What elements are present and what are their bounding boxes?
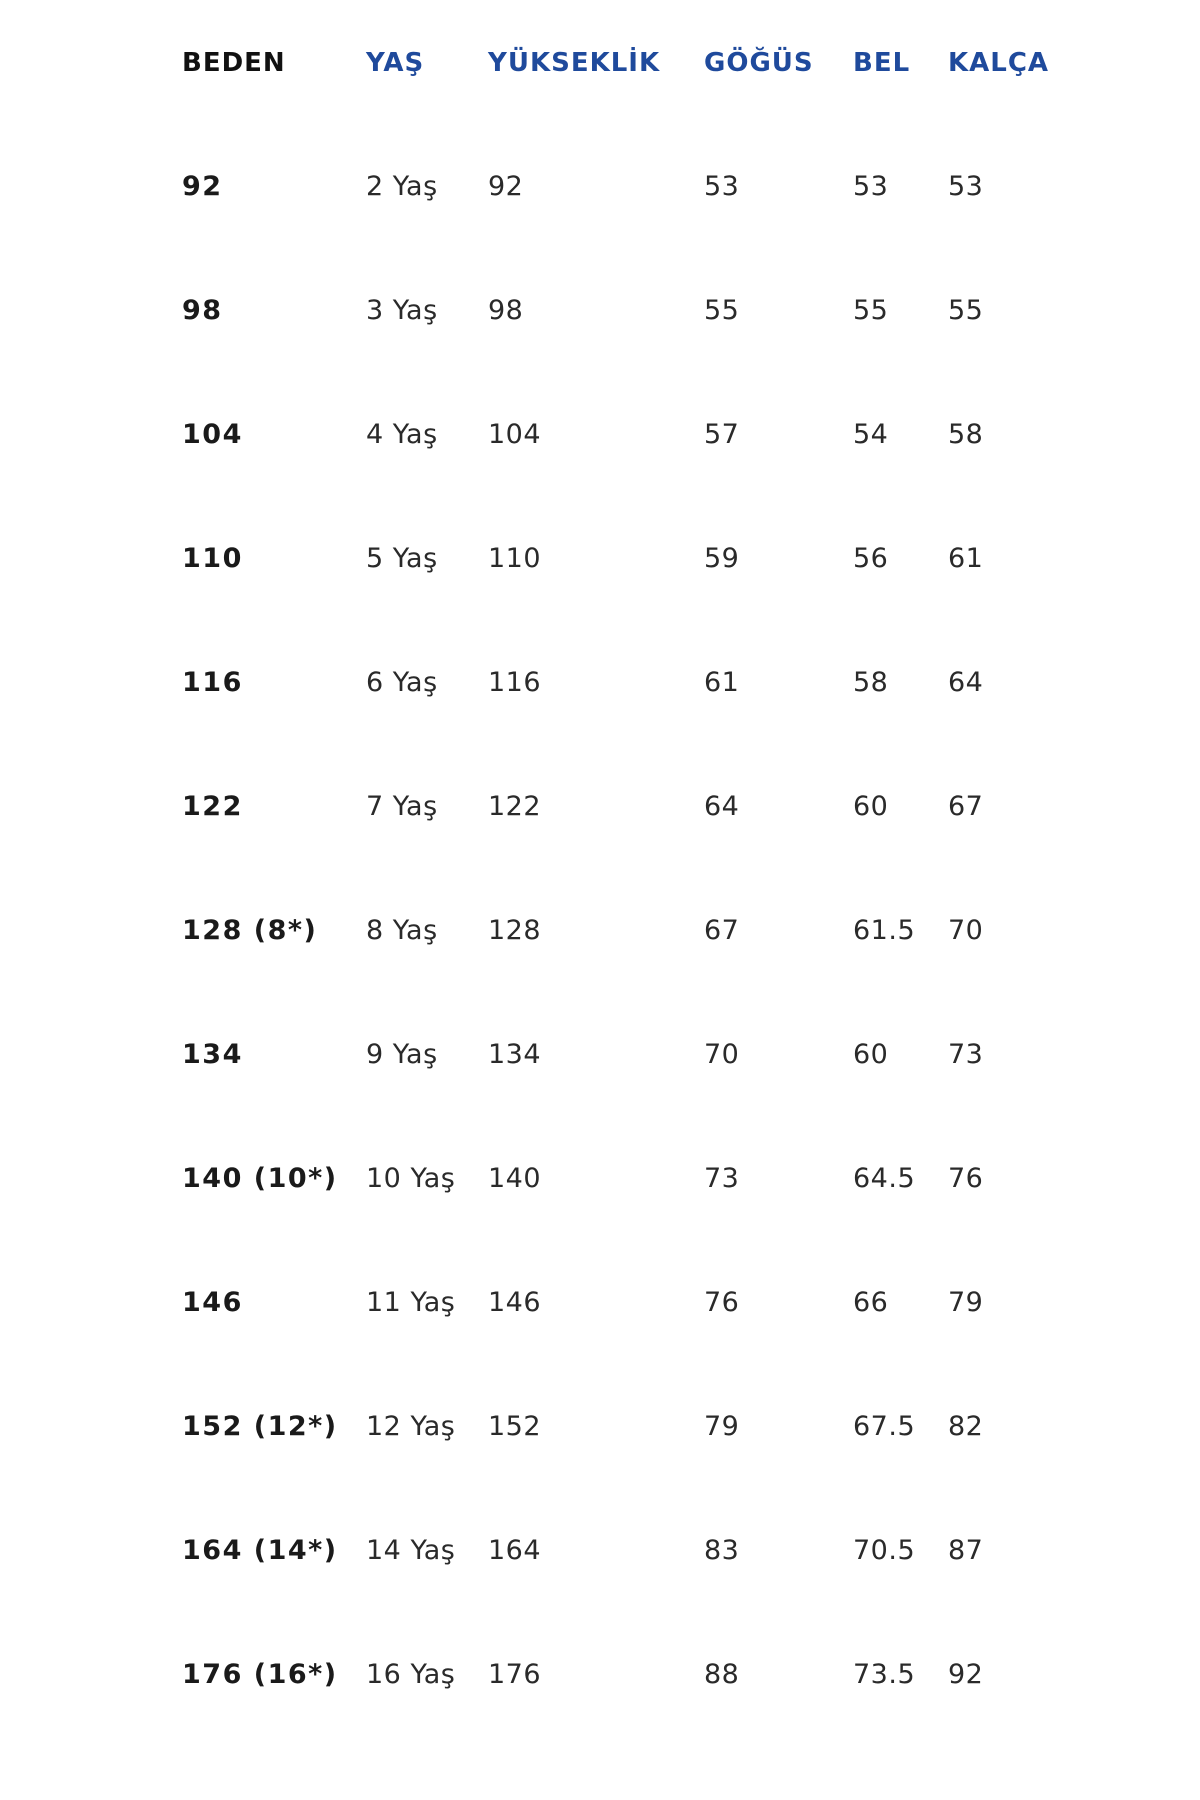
cell-waist: 70.5: [853, 1535, 916, 1566]
cell-chest: 83: [704, 1535, 740, 1566]
cell-waist: 54: [853, 419, 889, 450]
cell-age: 5 Yaş: [366, 543, 438, 574]
cell-height: 122: [488, 791, 542, 822]
cell-height: 176: [488, 1659, 542, 1690]
cell-height: 146: [488, 1287, 542, 1318]
cell-hip: 61: [948, 543, 984, 574]
cell-waist: 60: [853, 791, 889, 822]
cell-waist: 55: [853, 295, 889, 326]
cell-chest: 61: [704, 667, 740, 698]
cell-chest: 64: [704, 791, 740, 822]
table-row: [0, 286, 1200, 336]
cell-size: 146: [182, 1287, 243, 1318]
cell-age: 6 Yaş: [366, 667, 438, 698]
cell-hip: 76: [948, 1163, 984, 1194]
table-row: [0, 1650, 1200, 1700]
cell-hip: 87: [948, 1535, 984, 1566]
cell-height: 92: [488, 171, 524, 202]
cell-size: 164 (14*): [182, 1535, 338, 1566]
cell-height: 110: [488, 543, 542, 574]
cell-size: 98: [182, 295, 223, 326]
cell-size: 104: [182, 419, 243, 450]
cell-waist: 64.5: [853, 1163, 916, 1194]
table-row: [0, 410, 1200, 460]
cell-hip: 79: [948, 1287, 984, 1318]
cell-height: 98: [488, 295, 524, 326]
cell-hip: 53: [948, 171, 984, 202]
cell-chest: 73: [704, 1163, 740, 1194]
header-chest: GÖĞÜS: [704, 48, 814, 78]
cell-size: 134: [182, 1039, 243, 1070]
cell-waist: 66: [853, 1287, 889, 1318]
cell-age: 10 Yaş: [366, 1163, 456, 1194]
cell-height: 140: [488, 1163, 542, 1194]
cell-size: 176 (16*): [182, 1659, 338, 1690]
table-row: [0, 1030, 1200, 1080]
cell-chest: 55: [704, 295, 740, 326]
cell-age: 3 Yaş: [366, 295, 438, 326]
cell-size: 140 (10*): [182, 1163, 338, 1194]
cell-waist: 60: [853, 1039, 889, 1070]
cell-height: 152: [488, 1411, 542, 1442]
cell-chest: 57: [704, 419, 740, 450]
table-row: [0, 1526, 1200, 1576]
cell-age: 16 Yaş: [366, 1659, 456, 1690]
cell-chest: 88: [704, 1659, 740, 1690]
header-height: YÜKSEKLİK: [488, 48, 661, 78]
cell-height: 134: [488, 1039, 542, 1070]
table-row: [0, 906, 1200, 956]
cell-age: 2 Yaş: [366, 171, 438, 202]
cell-hip: 55: [948, 295, 984, 326]
cell-height: 116: [488, 667, 542, 698]
table-row: [0, 782, 1200, 832]
cell-height: 164: [488, 1535, 542, 1566]
cell-hip: 82: [948, 1411, 984, 1442]
table-header-row: [0, 38, 1200, 88]
cell-chest: 53: [704, 171, 740, 202]
cell-age: 12 Yaş: [366, 1411, 456, 1442]
cell-age: 9 Yaş: [366, 1039, 438, 1070]
table-row: [0, 534, 1200, 584]
cell-size: 110: [182, 543, 243, 574]
cell-hip: 70: [948, 915, 984, 946]
cell-hip: 58: [948, 419, 984, 450]
cell-age: 14 Yaş: [366, 1535, 456, 1566]
cell-age: 4 Yaş: [366, 419, 438, 450]
cell-chest: 79: [704, 1411, 740, 1442]
table-row: [0, 1402, 1200, 1452]
header-hip: KALÇA: [948, 48, 1050, 78]
cell-height: 104: [488, 419, 542, 450]
table-row: [0, 658, 1200, 708]
cell-waist: 73.5: [853, 1659, 916, 1690]
cell-age: 7 Yaş: [366, 791, 438, 822]
cell-size: 122: [182, 791, 243, 822]
cell-size: 116: [182, 667, 243, 698]
cell-size: 152 (12*): [182, 1411, 338, 1442]
table-row: [0, 162, 1200, 212]
cell-height: 128: [488, 915, 542, 946]
cell-waist: 56: [853, 543, 889, 574]
header-waist: BEL: [853, 48, 911, 78]
cell-waist: 61.5: [853, 915, 916, 946]
header-size: BEDEN: [182, 48, 286, 78]
cell-hip: 92: [948, 1659, 984, 1690]
cell-age: 8 Yaş: [366, 915, 438, 946]
table-row: [0, 1154, 1200, 1204]
cell-hip: 64: [948, 667, 984, 698]
cell-chest: 76: [704, 1287, 740, 1318]
cell-size: 92: [182, 171, 223, 202]
cell-waist: 53: [853, 171, 889, 202]
table-row: [0, 1278, 1200, 1328]
header-age: YAŞ: [366, 48, 425, 78]
cell-chest: 67: [704, 915, 740, 946]
cell-hip: 73: [948, 1039, 984, 1070]
cell-waist: 67.5: [853, 1411, 916, 1442]
cell-hip: 67: [948, 791, 984, 822]
cell-age: 11 Yaş: [366, 1287, 456, 1318]
cell-chest: 70: [704, 1039, 740, 1070]
cell-chest: 59: [704, 543, 740, 574]
cell-waist: 58: [853, 667, 889, 698]
cell-size: 128 (8*): [182, 915, 318, 946]
